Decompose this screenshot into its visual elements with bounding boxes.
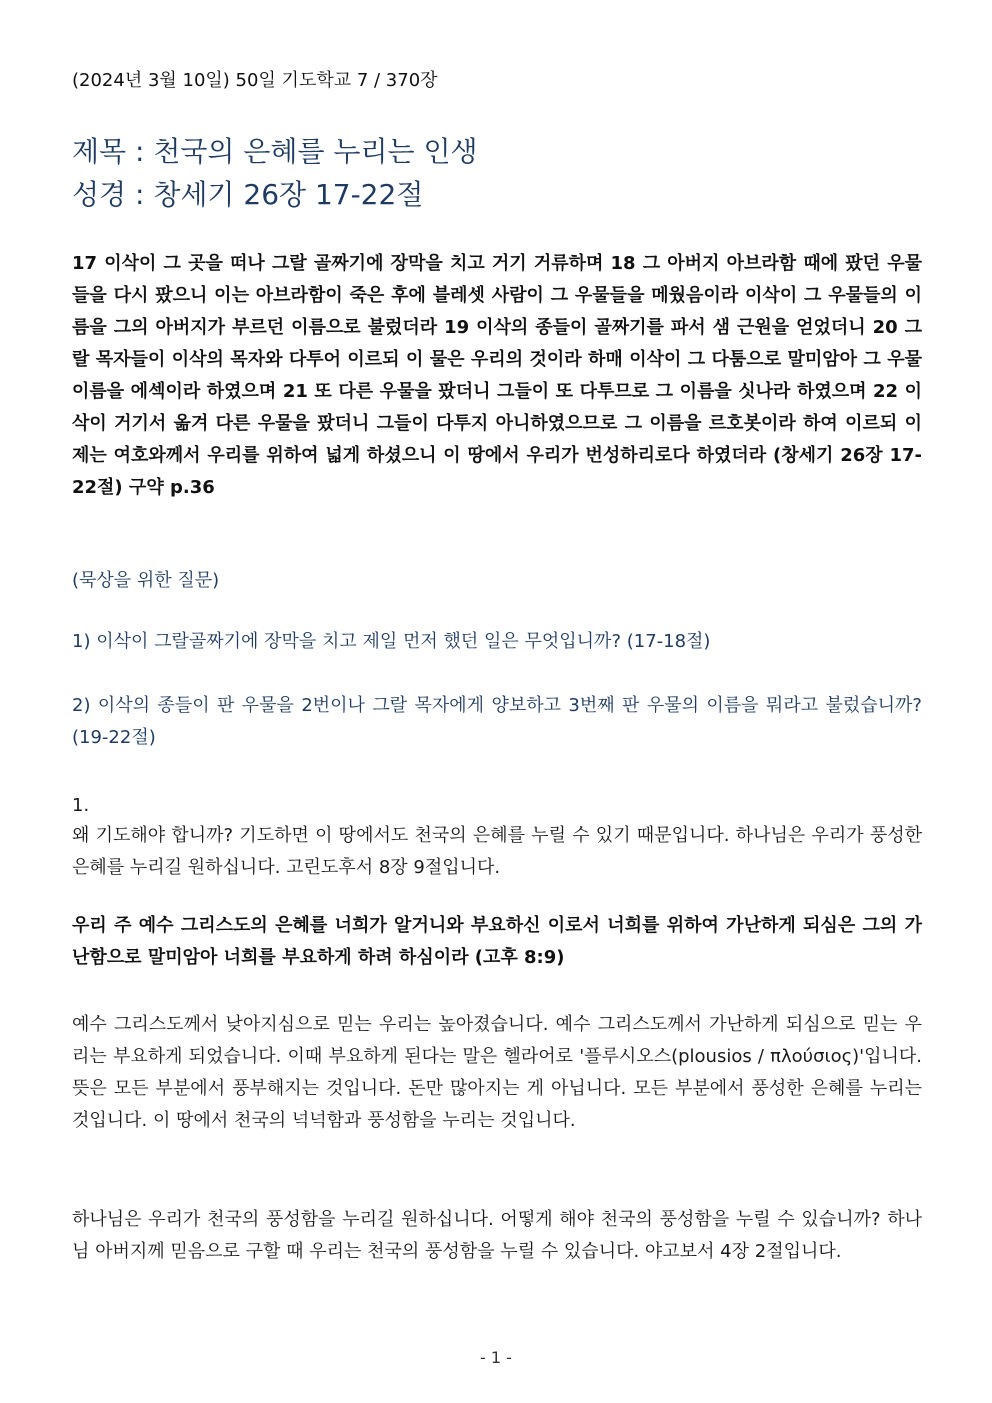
- scripture-text: 17 이삭이 그 곳을 떠나 그랄 골짜기에 장막을 치고 거기 거류하며 18 그 아버지 아브라함 때에 팠던 우물들을 다시 팠으니 이는 아브라함이 죽은 후에 블레셋 사람이 그 우물들을 메웠음이라 이삭이 그 우물들의 이름을 그의 아버지가 부르던 이름으로 불렀더라 19 이삭의 종들이 골짜기를 파서 샘 근원을 얻었더니 20 그랄 목자들이 이삭의 목자와 다투어 이르되 이 물은 우리의 것이라 하매 이삭이 그 다툼으로 말미암아 그 우물 이름을 에섹이라 하였으며 21 또 다른 우물을 팠더니 그들이 또 다투므로 그 이름을 싯나라 하였으며 22 이삭이 거기서 옮겨 다른 우물을 팠더니 그들이 다투지 아니하였으므로 그 이름을 르호봇이라 하여 이르되 이제는 여호와께서 우리를 위하여 넓게 하셨으니 이 땅에서 우리가 번성하리로다 하였더라 (창세기 26장 17-22절) 구약 p.36: [72, 253, 922, 498]
- body-paragraph-3: 하나님은 우리가 천국의 풍성함을 누리길 원하십니다. 어떻게 해야 천국의 풍성함을 누릴 수 있습니까? 하나님 아버지께 믿음으로 구할 때 우리는 천국의 풍성함을 누릴 수 있습니다. 야고보서 4장 2절입니다.: [72, 1209, 922, 1262]
- date-header: (2024년 3월 10일) 50일 기도학교 7 / 370장: [72, 70, 438, 91]
- question-1: 1) 이삭이 그랄골짜기에 장막을 치고 제일 먼저 했던 일은 무엇입니까? (17-18절): [72, 631, 711, 652]
- section-number: 1.: [72, 795, 90, 816]
- sermon-title: 제목 : 천국의 은혜를 누리는 인생: [72, 135, 478, 168]
- scripture-reference: 성경 : 창세기 26장 17-22절: [72, 178, 424, 211]
- page-number: - 1 -: [480, 1348, 512, 1367]
- body-paragraph-2: 예수 그리스도께서 낮아지심으로 믿는 우리는 높아졌습니다. 예수 그리스도께서 가난하게 되심으로 믿는 우리는 부요하게 되었습니다. 이때 부요하게 된다는 말은 헬라어로 '플루시오스(plousios / πλούσιος)'입니다. 뜻은 모든 부분에서 풍부해지는 것입니다. 돈만 많아지는 게 아닙니다. 모든 부분에서 풍성한 은혜를 누리는 것입니다. 이 땅에서 천국의 넉넉함과 풍성함을 누리는 것입니다.: [72, 1014, 922, 1131]
- meditation-questions-heading: (묵상을 위한 질문): [72, 570, 220, 591]
- question-2: 2) 이삭의 종들이 판 우물을 2번이나 그랄 목자에게 양보하고 3번째 판 우물의 이름을 뭐라고 불렀습니까? (19-22절): [72, 695, 922, 748]
- quoted-verse: 우리 주 예수 그리스도의 은혜를 너희가 알거니와 부요하신 이로서 너희를 위하여 가난하게 되심은 그의 가난함으로 말미암아 너희를 부요하게 하려 하심이라 (고후 8:9): [72, 915, 922, 968]
- body-paragraph-1: 왜 기도해야 합니까? 기도하면 이 땅에서도 천국의 은혜를 누릴 수 있기 때문입니다. 하나님은 우리가 풍성한 은혜를 누리길 원하십니다. 고린도후서 8장 9절입니다.: [72, 825, 922, 878]
